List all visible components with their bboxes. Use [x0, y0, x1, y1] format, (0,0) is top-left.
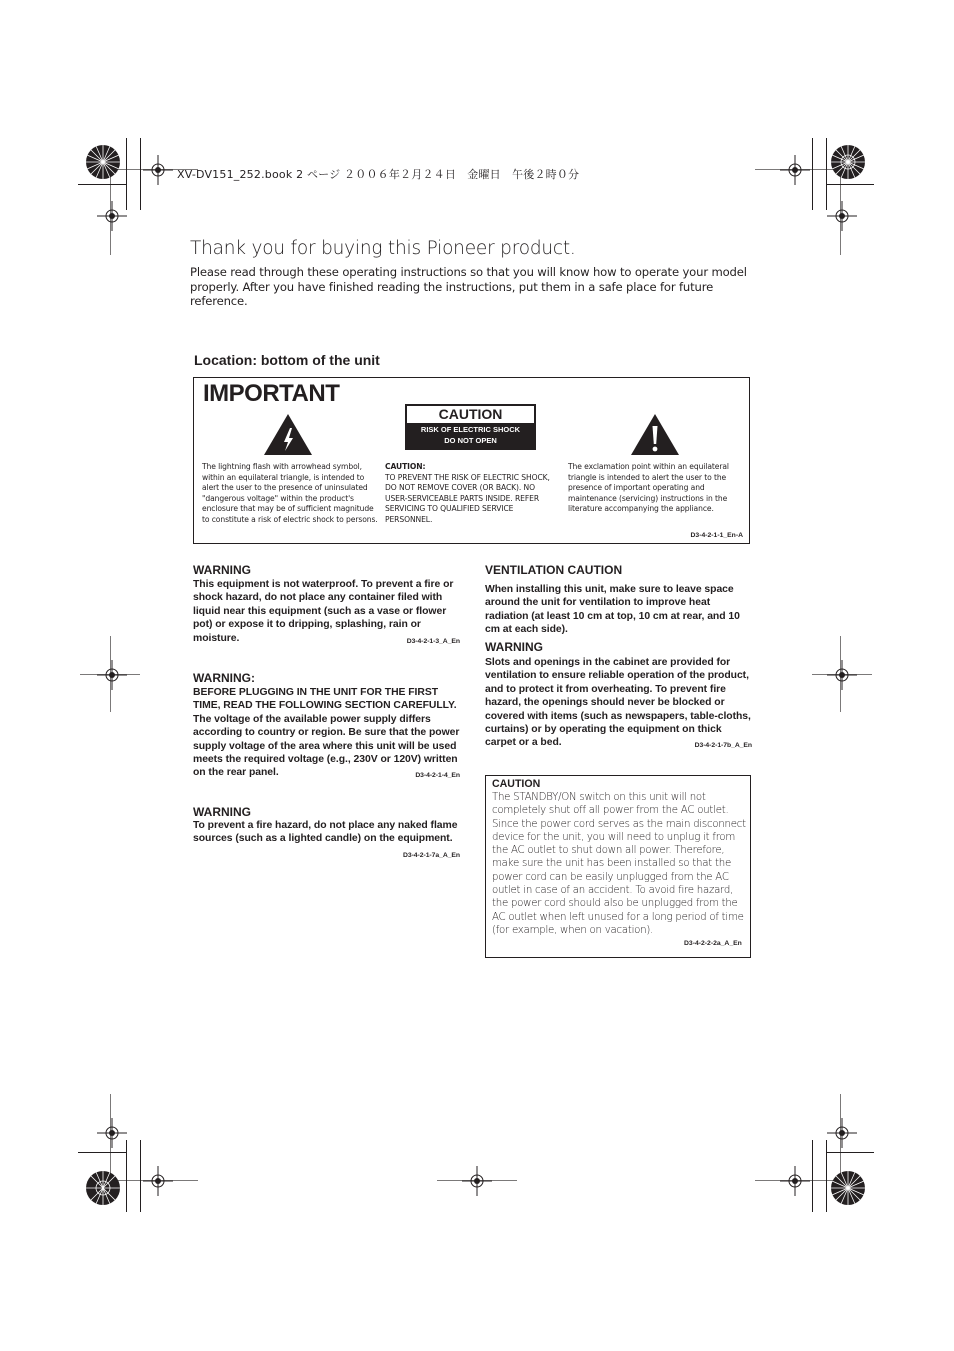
location-heading: Location: bottom of the unit	[194, 352, 380, 368]
warning-body: Slots and openings in the cabinet are provided for ventilation to ensure reliable operation of the product, and to protect it from overheating. To prevent fire hazard, the openings should never be blocked or covered with items (such as newspapers, table-cloths, curtains) or by operating the equipment on thick carpet or a bed.	[485, 657, 751, 749]
important-title: IMPORTANT	[203, 380, 340, 407]
lightning-warning-icon	[263, 413, 313, 456]
crosshair-icon	[143, 155, 173, 185]
crosshair-icon	[97, 1118, 127, 1148]
caution-label-line-2: DO NOT OPEN	[444, 435, 497, 445]
warning-text	[193, 819, 460, 862]
reference-code: D3-4-2-2-2a_A_En	[684, 940, 742, 947]
ventilation-caution-heading: VENTILATION CAUTION	[485, 563, 623, 577]
caution-statement	[385, 462, 557, 525]
registration-starburst-icon	[830, 144, 866, 180]
crosshair-icon	[780, 1166, 810, 1196]
book-header: XV-DV151_252.book 2 ページ ２００６年２月２４日 金曜日 午後２時０分	[177, 168, 580, 181]
crosshair-icon	[780, 155, 810, 185]
warning-text	[193, 686, 460, 783]
warning-heading: WARNING:	[193, 671, 255, 685]
crosshair-icon	[827, 660, 857, 690]
warning-text	[485, 656, 752, 753]
crosshair-icon	[97, 660, 127, 690]
caution-statement-heading: CAUTION:	[385, 462, 426, 471]
crosshair-icon	[827, 201, 857, 231]
warning-body: BEFORE PLUGGING IN THE UNIT FOR THE FIRST TIME, READ THE FOLLOWING SECTION CAREFULLY. The voltage of the available power supply differs according to country or region. Be sure that the power supply voltage of the area where this unit will be used meets the required voltage (e.g., 230V or 120V) written on the rear panel.	[193, 687, 460, 779]
caution-text: The STANDBY/ON switch on this unit will not completely shut off all power from the AC outlet. Since the power cord serves as the main disconnect device for the unit, you will need to unplug it from the AC outlet to shut down all power. Therefore, make sure the unit has been installed so that the power cord can be easily unplugged from the AC outlet in case of an accident. To avoid fire hazard, the power cord should also be unplugged from the AC outlet when left unused for a long period of time (for example, when on vacation).	[492, 792, 746, 936]
crosshair-icon	[97, 201, 127, 231]
reference-code: D3-4-2-1-4_En	[415, 772, 460, 780]
warning-heading: WARNING	[193, 805, 251, 819]
warning-heading: WARNING	[193, 563, 251, 577]
reference-code: D3-4-2-1-3_A_En	[406, 637, 460, 645]
lightning-symbol-explanation: The lightning flash with arrowhead symbol, within an equilateral triangle, is intended to alert the user to the presence of uninsulated "dangerous voltage" within the product's enclosure that may be of sufficient magnitude to constitute a risk of electric shock to persons.	[202, 462, 378, 524]
registration-starburst-icon	[85, 144, 121, 180]
caution-label-line-1: RISK OF ELECTRIC SHOCK	[420, 425, 521, 434]
intro-title: Thank you for buying this Pioneer product.	[190, 238, 576, 259]
intro-text: Please read through these operating instructions so that you will know how to operate your model properly. After you have finished reading the instructions, put them in a safe place for future reference.	[190, 265, 747, 308]
caution-heading: CAUTION	[492, 778, 541, 790]
crosshair-icon	[462, 1166, 492, 1196]
caution-label-title: CAUTION	[438, 406, 503, 422]
warning-heading: WARNING	[485, 640, 543, 654]
reference-code: D3-4-2-1-1_En-A	[690, 532, 743, 539]
exclamation-warning-icon	[630, 413, 680, 456]
caution-label-subtitle	[407, 423, 534, 448]
crosshair-icon	[827, 1118, 857, 1148]
registration-starburst-icon	[85, 1170, 121, 1206]
reference-code: D3-4-2-1-7a_A_En	[403, 851, 460, 859]
ventilation-caution-text: When installing this unit, make sure to leave space around the unit for ventilation to improve heat radiation (at least 10 cm at top, 10 cm at rear, and 10 cm at each side).	[485, 584, 740, 636]
registration-starburst-icon	[830, 1170, 866, 1206]
crosshair-icon	[143, 1166, 173, 1196]
exclamation-symbol-explanation: The exclamation point within an equilateral triangle is intended to alert the user to the presence of important operating and maintenance (servicing) instructions in the literature accompanying the appliance.	[568, 462, 729, 513]
warning-body: This equipment is not waterproof. To prevent a fire or shock hazard, do not place any container filed with liquid near this equipment (such as a vase or flower pot) or expose it to dripping, splashing, rain or moisture.	[193, 579, 454, 644]
caution-statement-text: TO PREVENT THE RISK OF ELECTRIC SHOCK, DO NOT REMOVE COVER (OR BACK). NO USER-SERVICEABLE PARTS INSIDE. REFER SERVICING TO QUALIFIED SERVICE PERSONNEL.	[385, 472, 550, 524]
warning-text	[193, 578, 460, 648]
warning-body: To prevent a fire hazard, do not place any naked flame sources (such as a lighted candle) on the equipment.	[193, 820, 458, 845]
reference-code: D3-4-2-1-7b_A_En	[694, 742, 752, 750]
